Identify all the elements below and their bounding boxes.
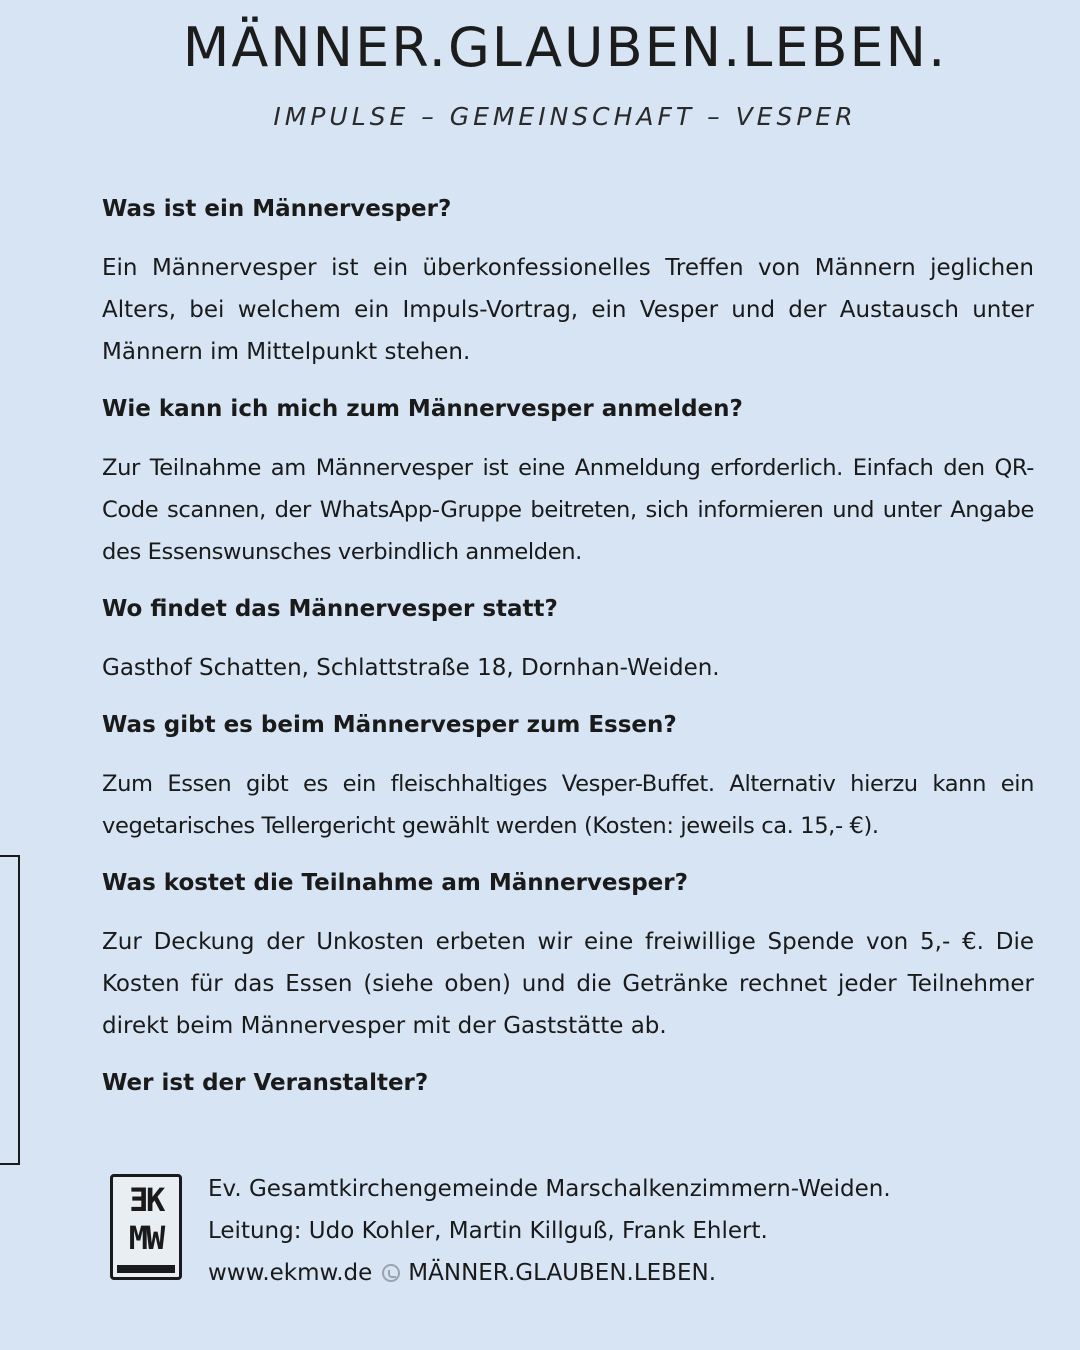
faq-item-location [102, 592, 1034, 689]
organizer-block [102, 1168, 1042, 1288]
left-edge-frame [0, 855, 20, 1165]
faq-section [102, 192, 1034, 1121]
logo-bottom-letters: MW [128, 1219, 164, 1257]
faq-question: Wer ist der Veranstalter? [102, 1070, 429, 1096]
organizer-name: Ev. Gesamtkirchengemeinde Marschalkenzimmern-Weiden. [208, 1176, 891, 1202]
logo-strip [117, 1265, 175, 1273]
faq-answer: Zum Essen gibt es ein fleischhaltiges Vesper-Buffet. Alternativ hierzu kann ein vegetarisches Tellergericht gewählt werden (Kosten: jeweils ca. 15,- €). [102, 771, 1034, 839]
faq-question: Was kostet die Teilnahme am Männervesper? [102, 870, 688, 896]
ekmw-logo [110, 1174, 182, 1280]
faq-answer: Gasthof Schatten, Schlattstraße 18, Dornhan-Weiden. [102, 655, 720, 681]
organizer-leaders: Leitung: Udo Kohler, Martin Killguß, Frank Ehlert. [208, 1218, 768, 1244]
faq-question: Wo findet das Männervesper statt? [102, 596, 558, 622]
logo-top-letters: ƎK [128, 1181, 164, 1219]
faq-item-register [102, 392, 1034, 573]
faq-answer: Zur Teilnahme am Männervesper ist eine Anmeldung erforderlich. Einfach den QR-Code scannen, der WhatsApp-Gruppe beitreten, sich informieren und unter Angabe des Essenswunsches verbindlich anmelden. [102, 455, 1034, 565]
faq-item-what [102, 192, 1034, 373]
page-subtitle: IMPULSE – GEMEINSCHAFT – VESPER [273, 102, 857, 131]
faq-answer: Ein Männervesper ist ein überkonfessionelles Treffen von Männern jeglichen Alters, bei welchem ein Impuls-Vortrag, ein Vesper und der Austausch unter Männern im Mittelpunkt stehen. [102, 255, 1034, 365]
organizer-contact-line [208, 1252, 891, 1294]
faq-answer: Zur Deckung der Unkosten erbeten wir eine freiwillige Spende von 5,- €. Die Kosten für das Essen (siehe oben) und die Getränke rechnet jeder Teilnehmer direkt beim Männervesper mit der Gaststätte ab. [102, 929, 1034, 1039]
faq-question: Was gibt es beim Männervesper zum Essen? [102, 712, 677, 738]
whatsapp-group-name[interactable]: MÄNNER.GLAUBEN.LEBEN. [408, 1260, 717, 1286]
faq-question: Was ist ein Männervesper? [102, 196, 452, 222]
faq-item-organizer [102, 1066, 1034, 1100]
faq-item-food [102, 708, 1034, 847]
faq-item-cost [102, 866, 1034, 1047]
whatsapp-icon [382, 1264, 400, 1282]
page-title: MÄNNER.GLAUBEN.LEBEN. [182, 16, 948, 79]
organizer-details [208, 1168, 891, 1294]
faq-question: Wie kann ich mich zum Männervesper anmelden? [102, 396, 743, 422]
website-link[interactable]: www.ekmw.de [208, 1260, 373, 1286]
